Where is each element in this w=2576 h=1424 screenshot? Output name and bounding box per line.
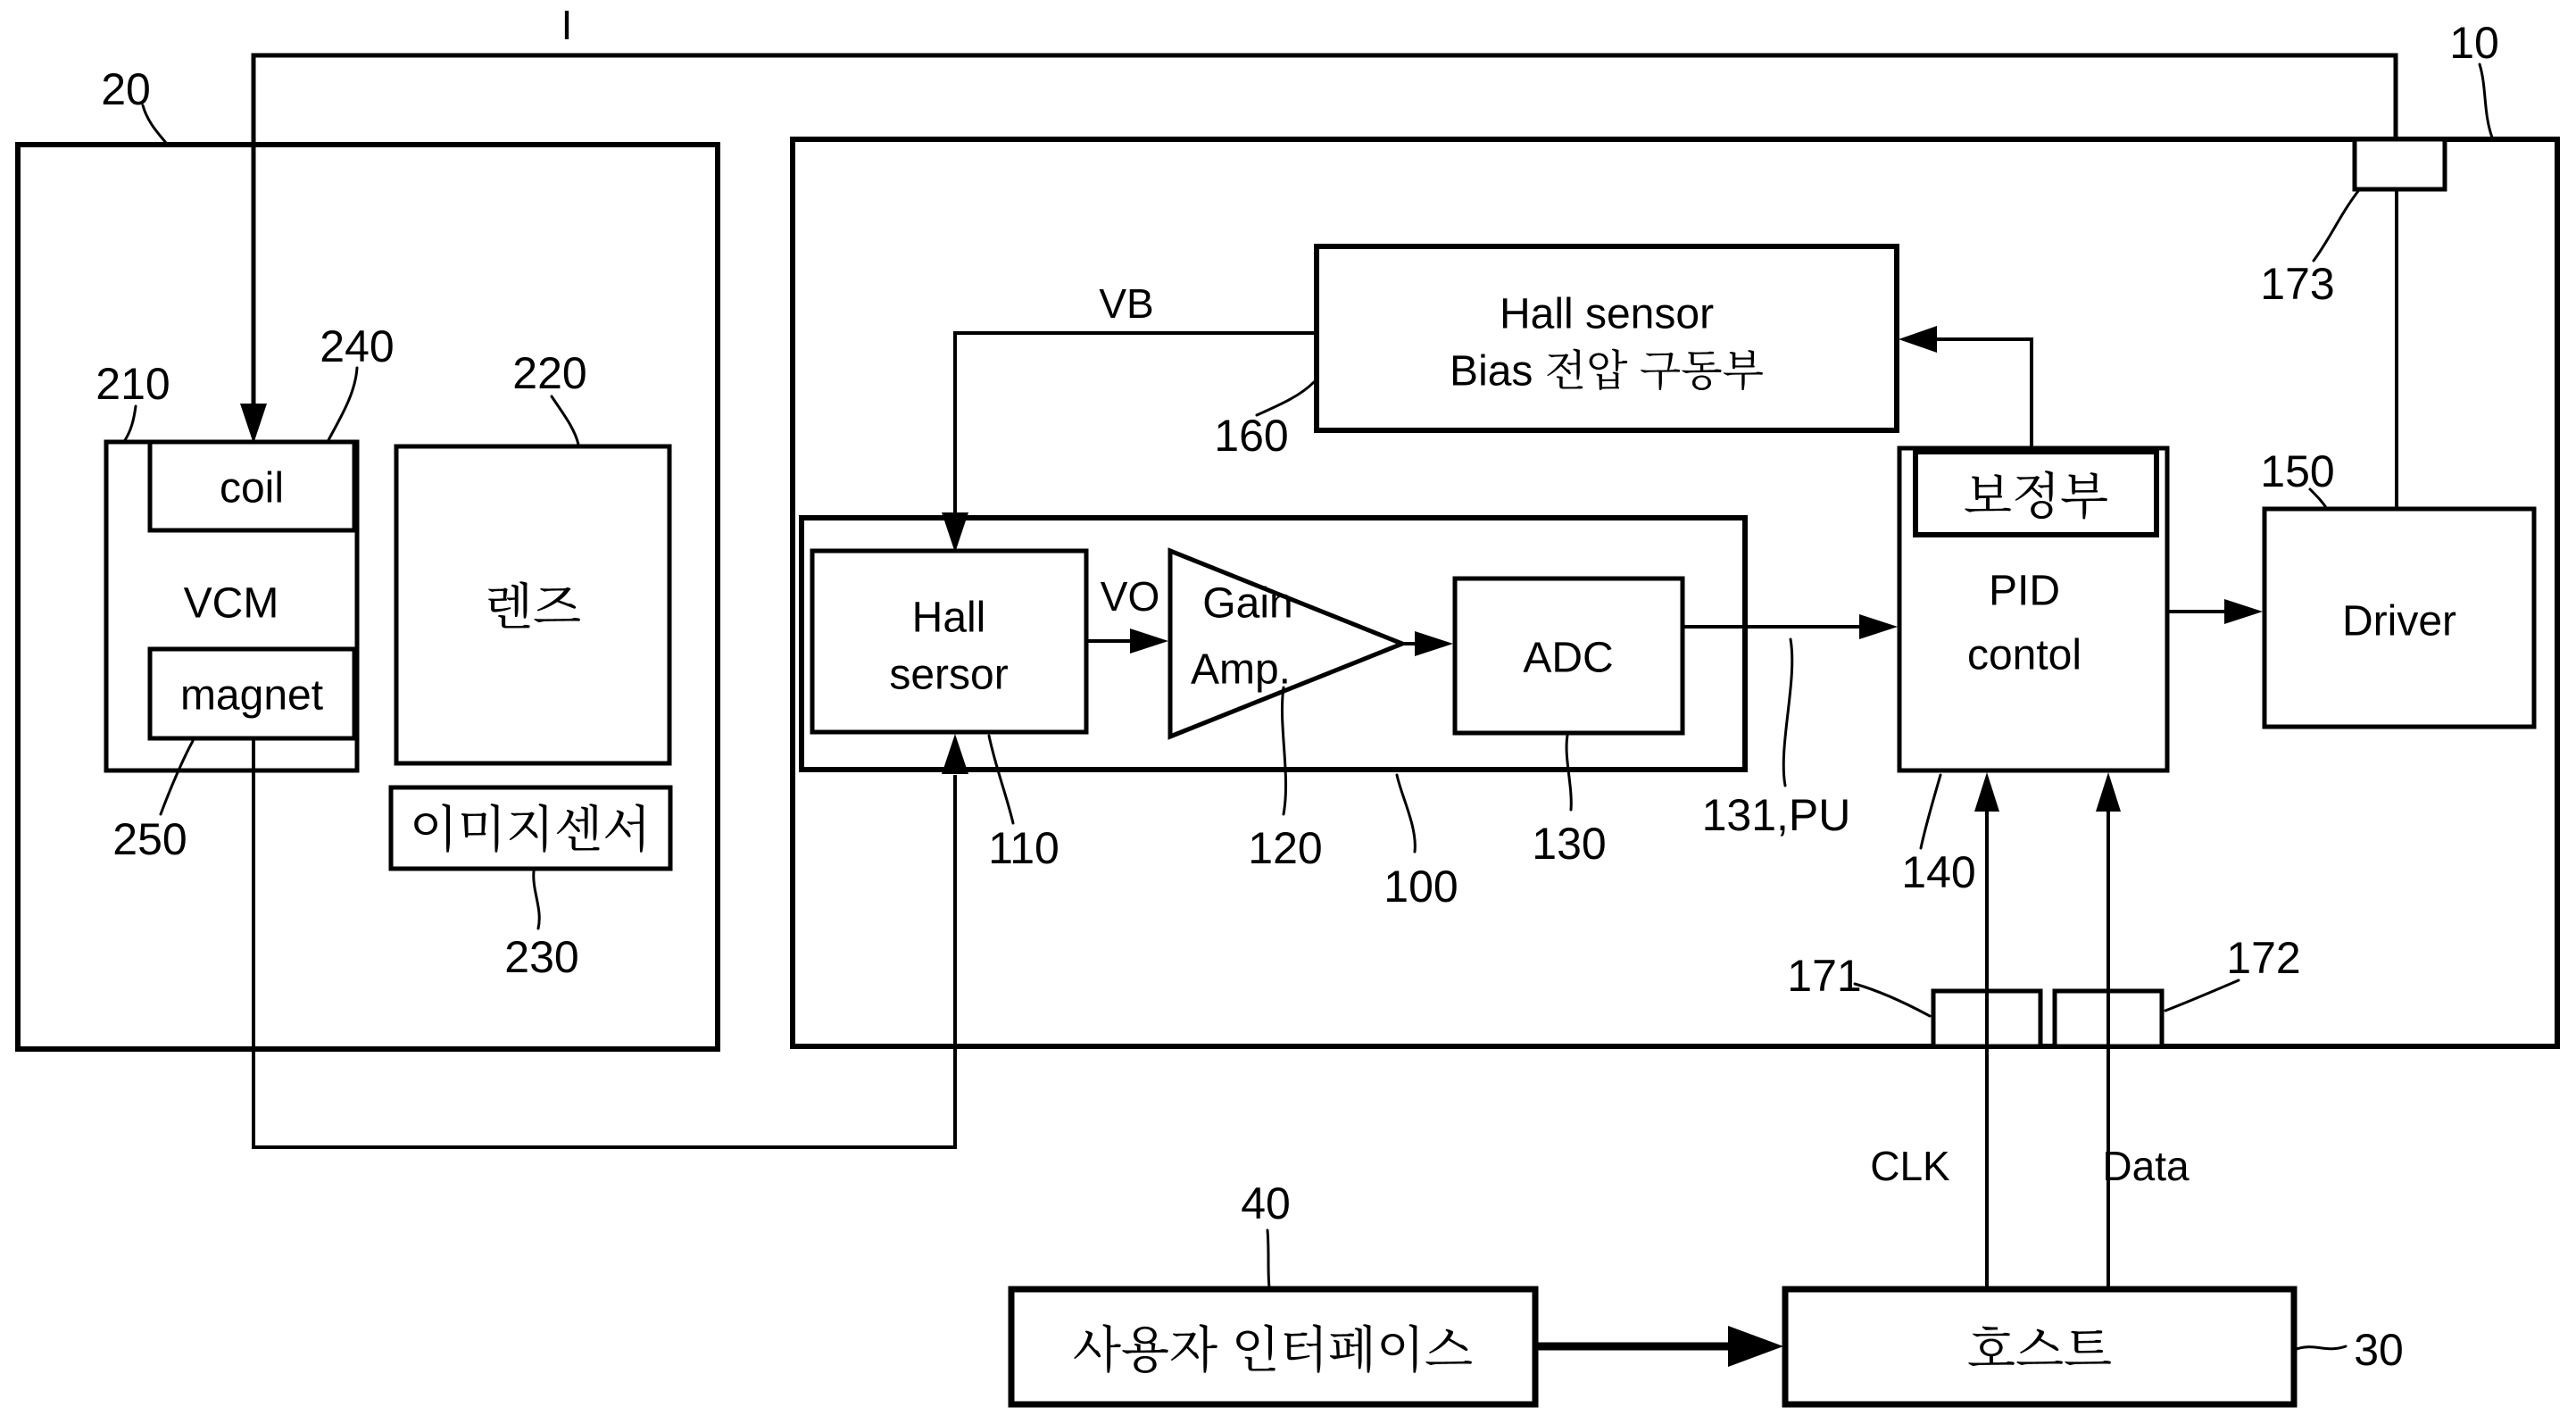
pid-label-line2: contol (1966, 631, 2082, 679)
hall-sensor-label-line1: Hall (911, 594, 986, 642)
magnet-label: magnet (179, 671, 324, 720)
leader-230 (534, 871, 539, 929)
ref-label-131pu: 131,PU (1701, 790, 1851, 840)
arrowhead-data-into-pid (2096, 772, 2121, 812)
ref-label-173: 173 (2260, 259, 2335, 309)
ref-label-100: 100 (1384, 862, 1458, 912)
ref-label-172: 172 (2226, 933, 2301, 983)
leader-131pu (1783, 639, 1792, 786)
leader-120 (1282, 687, 1285, 814)
arrowhead-into-gain-amp (1130, 629, 1168, 654)
arrowhead-into-host (1728, 1326, 1783, 1367)
signal-label-clk: CLK (1870, 1143, 1950, 1189)
ref-label-130: 130 (1532, 819, 1607, 869)
arrowhead-clk-into-pid (1974, 772, 1999, 812)
gain-amp-triangle (1170, 551, 1402, 737)
hall-bias-driver-box (1317, 246, 1897, 430)
leader-220 (552, 396, 578, 445)
signal-label-vo: VO (1100, 573, 1160, 620)
coil-label: coil (219, 464, 285, 512)
ref-label-250: 250 (112, 814, 187, 864)
ref-label-30: 30 (2354, 1325, 2404, 1375)
leader-130 (1566, 736, 1571, 810)
arrowhead-into-bias-box (1899, 326, 1937, 353)
image-sensor-label: 이미지센서 (409, 801, 652, 858)
hall-sensor-box (812, 551, 1086, 732)
host-label: 호스트 (1966, 1321, 2113, 1378)
arrowhead-vb-into-hall (942, 512, 968, 553)
leader-100 (1397, 775, 1415, 852)
signal-label-vb: VB (1099, 280, 1154, 327)
leader-110 (989, 736, 1013, 823)
user-interface-label: 사용자 인터페이스 (1072, 1321, 1474, 1378)
ref-label-220: 220 (512, 348, 587, 398)
leader-10 (2480, 64, 2492, 137)
ref-label-171: 171 (1787, 951, 1862, 1001)
signal-label-current: I (561, 2, 573, 48)
leader-171 (1855, 984, 1930, 1016)
driver-label: Driver (2342, 597, 2456, 645)
correction-unit-label: 보정부 (1963, 468, 2109, 525)
arrowhead-into-coil (240, 404, 267, 444)
ref-label-140: 140 (1901, 847, 1976, 897)
vcm-label: VCM (183, 579, 279, 628)
ref-label-230: 230 (504, 932, 579, 982)
leader-40 (1267, 1230, 1269, 1287)
arrowhead-into-hall-bottom (942, 734, 968, 774)
gain-amp-label-line1: Gain (1202, 579, 1293, 628)
pad-173 (2355, 139, 2445, 189)
signal-label-data: Data (2102, 1143, 2190, 1189)
ref-label-110: 110 (988, 823, 1059, 873)
arrowhead-into-adc (1415, 631, 1453, 656)
ref-label-10: 10 (2449, 18, 2499, 68)
hall-bias-label-line2: Bias 전압 구동부 (1450, 347, 1764, 396)
pid-label-line1: PID (1988, 567, 2061, 615)
hall-bias-label-line1: Hall sensor (1499, 290, 1715, 338)
pid-to-bias-feedback-line (1935, 339, 2032, 450)
arrowhead-into-driver (2224, 599, 2263, 624)
leader-172 (2165, 980, 2239, 1011)
ref-label-240: 240 (320, 321, 395, 371)
ref-label-150: 150 (2260, 446, 2335, 496)
arrowhead-into-pid (1859, 614, 1898, 639)
leader-240 (328, 368, 357, 440)
ref-label-160: 160 (1214, 411, 1289, 461)
lens-label: 렌즈 (484, 579, 582, 636)
ref-label-40: 40 (1241, 1178, 1291, 1228)
ref-label-120: 120 (1248, 823, 1323, 873)
ref-label-210: 210 (96, 359, 170, 409)
leader-140 (1921, 775, 1940, 848)
leader-173 (2314, 191, 2358, 261)
leader-30 (2294, 1346, 2346, 1350)
leader-210 (125, 406, 136, 440)
gain-amp-label-line2: Amp. (1190, 645, 1292, 694)
adc-label: ADC (1523, 634, 1614, 682)
ref-label-20: 20 (101, 64, 151, 114)
hall-sensor-label-line2: sersor (889, 651, 1009, 699)
